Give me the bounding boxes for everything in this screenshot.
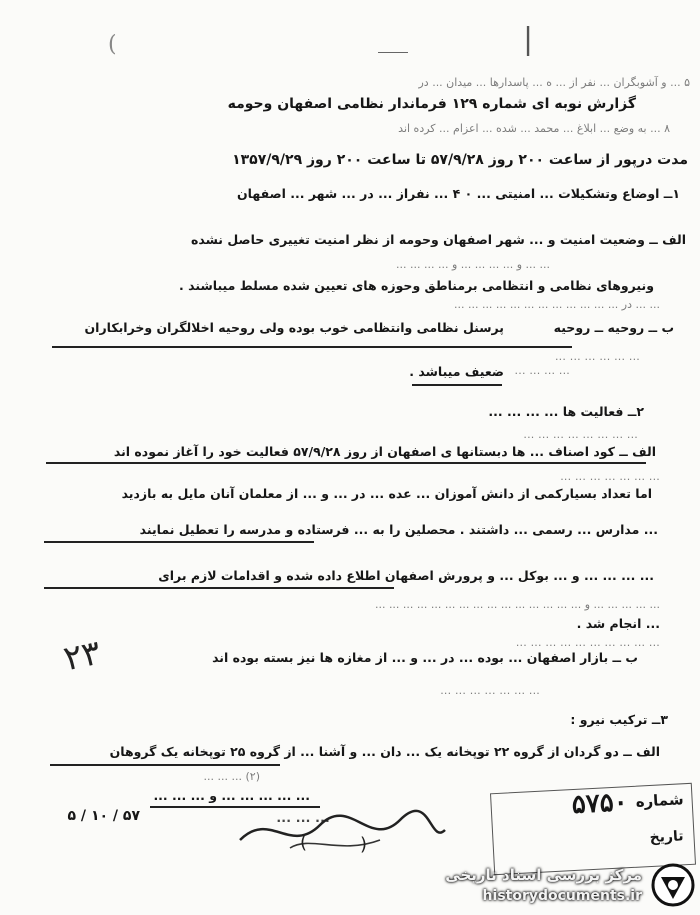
archive-logo xyxy=(651,863,695,907)
svg-text:(: ( xyxy=(300,832,308,853)
archive-url: historydocuments.ir xyxy=(482,888,642,904)
svg-text:): ) xyxy=(360,834,368,855)
section-2-a-4-underline xyxy=(44,587,394,589)
section-3-b: ... ... ... ... ... و ... ... ... xyxy=(153,788,310,803)
section-2-a: الف ــ کود اصناف ... ها دبستانها ی اصفهان از روز ۵۷/۹/۲۸ فعالیت خود را آغاز نموده اند xyxy=(113,444,656,459)
section-1-b-2: ضعیف میباشد . xyxy=(409,364,504,379)
section-3-a-underline xyxy=(50,764,280,766)
section-1-b-faint: ... ... ... ... ... ... xyxy=(554,350,640,363)
section-1-a-2: ونیروهای نظامی و انتظامی برمناطق وحوزه های تعیین شده مسلط میباشند . xyxy=(179,278,654,293)
section-2-a-4: ... ... ... ... و ... بوکل ... و پرورش اصفهان اطلاع داده شده و اقدامات لازم برای xyxy=(158,568,654,583)
header-mark-right: | xyxy=(523,22,534,57)
registration-stamp xyxy=(490,783,696,875)
signature-label: ... ... ... xyxy=(276,810,330,825)
section-2-a-7: ... ... ... ... ... ... ... ... ... ... xyxy=(515,636,660,649)
margin-handwritten-number: ۲٣ xyxy=(60,632,105,680)
section-1-b: پرسنل نظامی وانتظامی خوب بوده ولی روحیه اخلالگران وخرابکاران xyxy=(84,320,504,335)
section-2-heading: ۲ــ فعالیت ها ... ... ... ... xyxy=(488,404,644,419)
section-2-a-6: ... انجام شد . xyxy=(576,616,660,631)
section-3-a-faint: (۲) ... ... ... xyxy=(203,770,260,783)
section-1-b-label: ب ــ روحیه ــ روحیه xyxy=(553,320,674,335)
section-2-b-faint: ... ... ... ... ... ... ... xyxy=(440,684,540,697)
section-1-heading: ۱ــ اوضاع وتشکیلات ... امنیتی ... ۰ ۴ ... نفراز ... در ... شهر ... اصفهان xyxy=(236,186,680,201)
stamp-number-label: شماره xyxy=(635,790,685,811)
date-left: ۵۷ / ۱۰ / ۵ xyxy=(67,808,140,824)
section-2-b: ب ــ بازار اصفهان ... بوده ... در ... و ... از مغازه ها نیز بسته بوده اند xyxy=(212,650,638,665)
section-2-a-3-underline xyxy=(44,541,314,543)
stamp-number: ۵٧۵٠ xyxy=(571,787,629,821)
section-3-heading: ۳ــ ترکیب نیرو : xyxy=(570,712,668,727)
section-2-faint: ... ... ... ... ... ... ... ... xyxy=(523,428,638,441)
signature xyxy=(230,800,450,860)
section-2-a-underline xyxy=(46,462,646,464)
report-period: مدت درپور از ساعت ۲۰۰ روز ۵۷/۹/۲۸ تا ساعت ۲۰۰ روز ۱۳۵۷/۹/۲۹ xyxy=(232,152,688,168)
section-2-a-3: ... مدارس ... رسمی ... داشتند . محصلین را به ... فرستاده و مدرسه را تعطیل نمایند xyxy=(139,522,658,537)
archive-name: مرکز بررسی اسناد تاریخی xyxy=(445,866,642,884)
section-2-a-faint: ... ... ... ... ... ... ... xyxy=(560,470,660,483)
section-3-a: الف ــ دو گردان از گروه ۲۲ توپخانه یک ... دان ... و آشنا ... از گروه ۲۵ توپخانه یک گروهان xyxy=(109,744,660,759)
report-subtitle: ۸ ... به وضع ... ابلاغ ... محمد ... شده ... اعزام ... کرده اند xyxy=(398,122,670,135)
section-1-b-2-pre: ... ... ... ... xyxy=(514,364,570,377)
section-1-a: الف ــ وضعیت امنیت و ... شهر اصفهان وحومه از نظر امنیت تغییری حاصل نشده xyxy=(190,232,686,247)
report-title: گزارش نوبه ای شماره ۱۲۹ فرماندار نظامی اصفهان وحومه xyxy=(227,96,636,112)
section-1-a-faint: ... ... و ... ... ... ... و ... ... ... ... xyxy=(396,258,550,271)
stamp-date-label: تاریخ xyxy=(649,828,684,847)
section-2-a-5: ... ... ... ... ... و ... ... ... ... ... ... ... ... ... ... ... ... ... ... ... xyxy=(374,598,660,611)
header-mark-left: ( xyxy=(108,32,117,57)
section-1-b-underline xyxy=(52,346,572,348)
section-2-a-2: اما تعداد بسیارکمی از دانش آموزان ... عده ... در ... و ... از معلمان آنان مایل به بازدید xyxy=(121,486,652,501)
section-1-b-2-underline xyxy=(412,384,502,386)
header-rule xyxy=(378,52,408,53)
faint-top-line: ۵ ... و آشوبگران ... نفر از ... ه ... پاسدارها ... میدان ... در xyxy=(418,76,690,89)
section-1-a-2-faint: ... ... در ... ... ... ... ... ... ... ... ... ... ... ... xyxy=(453,298,660,311)
